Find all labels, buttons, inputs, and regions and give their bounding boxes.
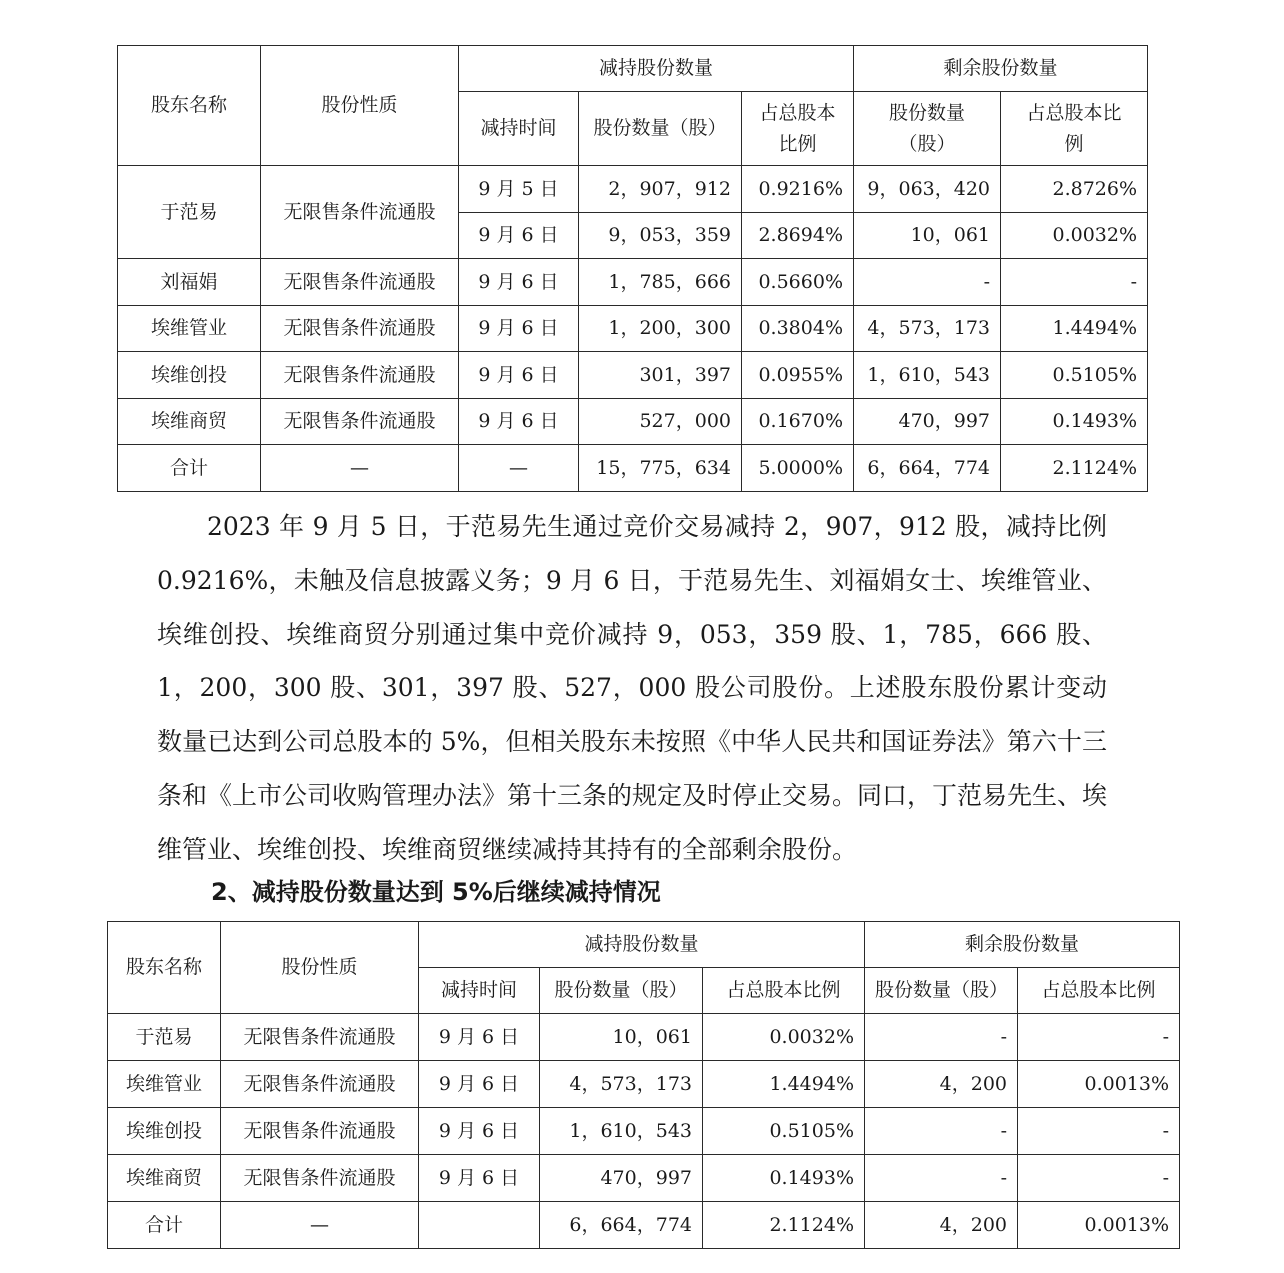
header-remaining-count: 股份数量（股）	[865, 968, 1018, 1014]
table-row	[118, 398, 1148, 445]
cell-time: 9 月 6 日	[459, 305, 579, 352]
cell-name: 埃维商贸	[108, 1155, 221, 1202]
cell-ratio: 1.4494%	[703, 1061, 865, 1108]
table-total-row	[108, 1202, 1180, 1249]
table-total-row	[118, 445, 1148, 492]
cell-name: 合计	[108, 1202, 221, 1249]
cell-ratio: 2.8694%	[742, 212, 854, 259]
cell-count: 1，200，300	[579, 305, 742, 352]
cell-nature: 无限售条件流通股	[221, 1014, 419, 1061]
cell-ratio: 0.1670%	[742, 398, 854, 445]
cell-remaining-count: 10，061	[854, 212, 1001, 259]
cell-nature: —	[221, 1202, 419, 1249]
table-header-row	[118, 46, 1148, 92]
cell-name: 埃维管业	[118, 305, 261, 352]
header-remaining-count-line2: （股）	[898, 132, 956, 155]
header-remaining-shares: 剩余股份数量	[854, 46, 1148, 92]
header-remaining-count	[854, 92, 1001, 166]
cell-name: 于范易	[118, 166, 261, 259]
cell-remaining-count: 6，664，774	[854, 445, 1001, 492]
cell-count: 4，573，173	[540, 1061, 703, 1108]
cell-name: 埃维管业	[108, 1061, 221, 1108]
cell-ratio: 0.3804%	[742, 305, 854, 352]
table-row	[118, 305, 1148, 352]
cell-ratio: 0.0032%	[703, 1014, 865, 1061]
header-share-count: 股份数量（股）	[540, 968, 703, 1014]
cell-count: 470，997	[540, 1155, 703, 1202]
cell-remaining-count: -	[865, 1108, 1018, 1155]
header-reduced-shares: 减持股份数量	[419, 922, 865, 968]
cell-time	[419, 1202, 540, 1249]
cell-name: 刘福娟	[118, 259, 261, 306]
table-row	[118, 259, 1148, 306]
cell-nature: 无限售条件流通股	[221, 1108, 419, 1155]
section-heading: 2、减持股份数量达到 5%后继续减持情况	[211, 878, 661, 906]
table-row	[108, 1014, 1180, 1061]
cell-count: 15，775，634	[579, 445, 742, 492]
cell-nature: 无限售条件流通股	[221, 1061, 419, 1108]
header-ratio	[742, 92, 854, 166]
table-row	[108, 1108, 1180, 1155]
cell-name: 埃维创投	[118, 352, 261, 399]
cell-nature: 无限售条件流通股	[221, 1155, 419, 1202]
header-reduced-shares: 减持股份数量	[459, 46, 854, 92]
cell-ratio: 0.5660%	[742, 259, 854, 306]
header-remaining-ratio-line2: 例	[1064, 132, 1084, 155]
cell-name: 合计	[118, 445, 261, 492]
header-shareholder-name: 股东名称	[108, 922, 221, 1014]
header-share-nature: 股份性质	[221, 922, 419, 1014]
header-share-count: 股份数量（股）	[579, 92, 742, 166]
cell-ratio: 0.1493%	[703, 1155, 865, 1202]
cell-remaining-ratio: 0.0013%	[1018, 1202, 1180, 1249]
table-row	[118, 352, 1148, 399]
reduction-table-1	[117, 45, 1148, 492]
cell-remaining-count: 470，997	[854, 398, 1001, 445]
reduction-table-2	[107, 921, 1180, 1249]
cell-count: 1，610，543	[540, 1108, 703, 1155]
cell-nature: 无限售条件流通股	[261, 352, 459, 399]
cell-remaining-count: 4，200	[865, 1202, 1018, 1249]
cell-count: 301，397	[579, 352, 742, 399]
cell-remaining-ratio: -	[1018, 1014, 1180, 1061]
body-paragraph: 2023 年 9 月 5 日，于范易先生通过竞价交易减持 2，907，912 股，减持比例 0.9216%，未触及信息披露义务；9 月 6 日，于范易先生、刘福娟女士、埃维管业、埃维创投、埃维商贸分别通过集中竞价减持 9，053，359 股、1，785，666 股、1，200，300 股、301，397 股、527，000 股公司股份。上述股东股份累计变动数量已达到公司总股本的 5%，但相关股东未按照《中华人民共和国证券法》第六十三条和《上市公司收购管理办法》第十三条的规定及时停止交易。同口，丁范易先生、埃维管业、埃维创投、埃维商贸继续减持其持有的全部剩余股份。	[157, 512, 1108, 864]
header-shareholder-name: 股东名称	[118, 46, 261, 166]
header-remaining-ratio-line1: 占总股本比	[1026, 102, 1122, 125]
header-ratio-line2: 比例	[778, 132, 817, 155]
cell-ratio: 0.0955%	[742, 352, 854, 399]
header-remaining-shares: 剩余股份数量	[865, 922, 1180, 968]
cell-nature: 无限售条件流通股	[261, 259, 459, 306]
cell-ratio: 0.5105%	[703, 1108, 865, 1155]
table-row	[108, 1155, 1180, 1202]
header-ratio: 占总股本比例	[703, 968, 865, 1014]
cell-count: 10，061	[540, 1014, 703, 1061]
cell-remaining-count: 1，610，543	[854, 352, 1001, 399]
cell-time: 9 月 5 日	[459, 166, 579, 213]
cell-remaining-ratio: -	[1018, 1155, 1180, 1202]
cell-count: 9，053，359	[579, 212, 742, 259]
cell-remaining-ratio: 0.5105%	[1001, 352, 1148, 399]
cell-remaining-ratio: -	[1001, 259, 1148, 306]
cell-remaining-count: 4，573，173	[854, 305, 1001, 352]
cell-count: 527，000	[579, 398, 742, 445]
header-remaining-count-line1: 股份数量	[889, 102, 966, 125]
cell-nature: 无限售条件流通股	[261, 398, 459, 445]
cell-time: 9 月 6 日	[419, 1061, 540, 1108]
header-ratio-line1: 占总股本	[759, 102, 836, 125]
cell-time: 9 月 6 日	[419, 1014, 540, 1061]
table-row	[108, 1061, 1180, 1108]
cell-remaining-ratio: 1.4494%	[1001, 305, 1148, 352]
cell-remaining-count: 4，200	[865, 1061, 1018, 1108]
cell-time: 9 月 6 日	[419, 1155, 540, 1202]
cell-name: 埃维商贸	[118, 398, 261, 445]
header-reduction-time: 减持时间	[419, 968, 540, 1014]
cell-time: 9 月 6 日	[419, 1108, 540, 1155]
cell-remaining-ratio: 0.1493%	[1001, 398, 1148, 445]
cell-nature: —	[261, 445, 459, 492]
cell-time: 9 月 6 日	[459, 259, 579, 306]
header-share-nature: 股份性质	[261, 46, 459, 166]
cell-remaining-ratio: -	[1018, 1108, 1180, 1155]
cell-ratio: 0.9216%	[742, 166, 854, 213]
cell-remaining-count: -	[865, 1155, 1018, 1202]
cell-time: 9 月 6 日	[459, 398, 579, 445]
header-remaining-ratio: 占总股本比例	[1018, 968, 1180, 1014]
cell-remaining-ratio: 2.8726%	[1001, 166, 1148, 213]
cell-time: 9 月 6 日	[459, 352, 579, 399]
cell-nature: 无限售条件流通股	[261, 305, 459, 352]
cell-count: 6，664，774	[540, 1202, 703, 1249]
table-row	[118, 166, 1148, 213]
cell-time: 9 月 6 日	[459, 212, 579, 259]
cell-ratio: 5.0000%	[742, 445, 854, 492]
cell-nature: 无限售条件流通股	[261, 166, 459, 259]
cell-remaining-count: -	[865, 1014, 1018, 1061]
cell-remaining-count: 9，063，420	[854, 166, 1001, 213]
cell-remaining-ratio: 0.0013%	[1018, 1061, 1180, 1108]
cell-count: 1，785，666	[579, 259, 742, 306]
cell-remaining-count: -	[854, 259, 1001, 306]
table-header-row	[108, 922, 1180, 968]
header-remaining-ratio	[1001, 92, 1148, 166]
header-reduction-time: 减持时间	[459, 92, 579, 166]
cell-count: 2，907，912	[579, 166, 742, 213]
cell-name: 埃维创投	[108, 1108, 221, 1155]
cell-remaining-ratio: 0.0032%	[1001, 212, 1148, 259]
cell-ratio: 2.1124%	[703, 1202, 865, 1249]
cell-time: —	[459, 445, 579, 492]
cell-name: 于范易	[108, 1014, 221, 1061]
cell-remaining-ratio: 2.1124%	[1001, 445, 1148, 492]
